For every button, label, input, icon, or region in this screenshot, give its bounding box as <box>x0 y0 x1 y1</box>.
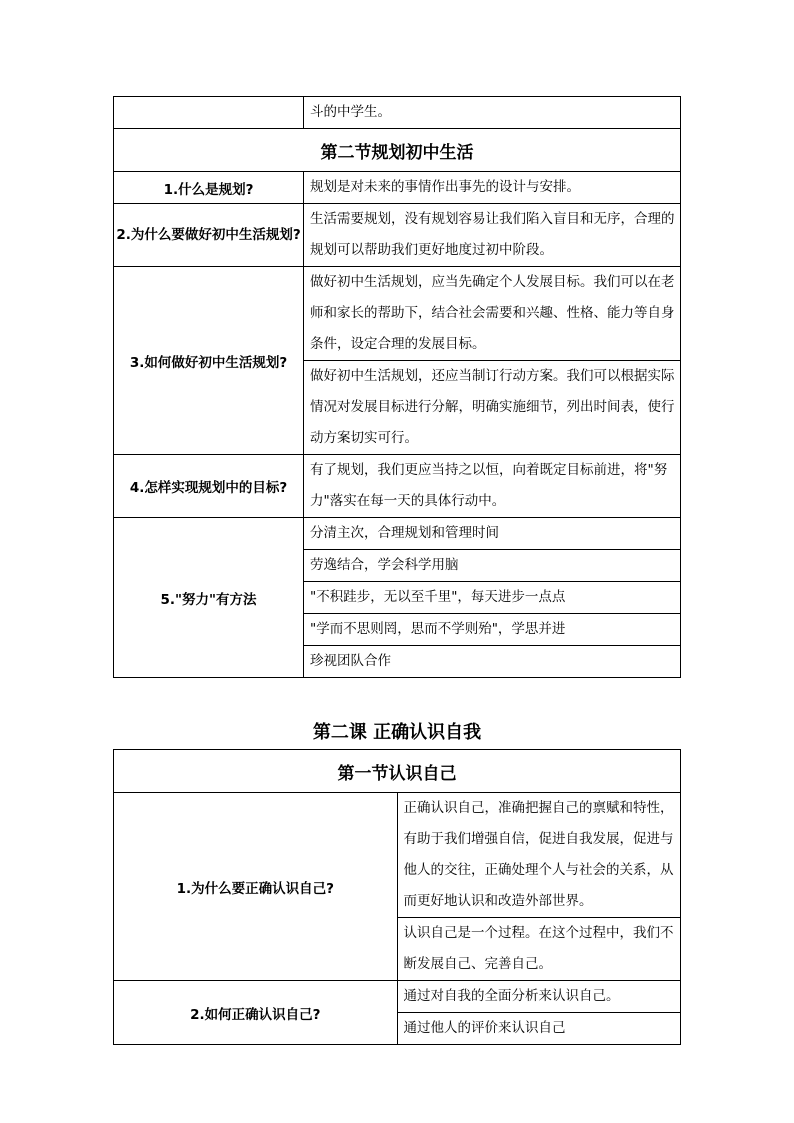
answer-cell: 通过对自我的全面分析来认识自己。 <box>397 981 681 1013</box>
question-cell: 1.什么是规划? <box>114 172 304 204</box>
answer-cell: 正确认识自己，准确把握自己的禀赋和特性，有助于我们增强自信，促进自我发展，促进与他人的交往，正确处理个人与社会的关系，从而更好地认识和改造外部世界。 <box>397 793 681 918</box>
answer-cell: 斗的中学生。 <box>304 97 681 129</box>
lesson2-section1-table <box>113 749 681 1045</box>
answer-cell: 劳逸结合，学会科学用脑 <box>304 550 681 582</box>
lesson-title: 第二课 正确认识自我 <box>312 722 482 743</box>
question-cell: 1.为什么要正确认识自己? <box>114 793 398 981</box>
answer-cell: 有了规划，我们更应当持之以恒，向着既定目标前进，将"努力"落实在每一天的具体行动中。 <box>304 455 681 518</box>
answer-cell: 做好初中生活规划，还应当制订行动方案。我们可以根据实际情况对发展目标进行分解，明确实施细节，列出时间表，使行动方案切实可行。 <box>304 361 681 455</box>
answer-cell: 做好初中生活规划，应当先确定个人发展目标。我们可以在老师和家长的帮助下，结合社会需要和兴趣、性格、能力等自身条件，设定合理的发展目标。 <box>304 267 681 361</box>
question-cell: 3.如何做好初中生活规划? <box>114 267 304 455</box>
empty-question-cell <box>114 97 304 129</box>
answer-cell: 生活需要规划，没有规划容易让我们陷入盲目和无序，合理的规划可以帮助我们更好地度过初中阶段。 <box>304 204 681 267</box>
section2-table <box>113 96 681 678</box>
answer-cell: 珍视团队合作 <box>304 646 681 678</box>
answer-cell: 认识自己是一个过程。在这个过程中，我们不断发展自己、完善自己。 <box>397 918 681 981</box>
answer-cell: 分清主次，合理规划和管理时间 <box>304 518 681 550</box>
answer-cell: "不积跬步，无以至千里"，每天进步一点点 <box>304 582 681 614</box>
answer-cell: "学而不思则罔，思而不学则殆"，学思并进 <box>304 614 681 646</box>
answer-cell: 通过他人的评价来认识自己 <box>397 1013 681 1045</box>
question-cell: 4.怎样实现规划中的目标? <box>114 455 304 518</box>
question-cell: 2.为什么要做好初中生活规划? <box>114 204 304 267</box>
answer-cell: 规划是对未来的事情作出事先的设计与安排。 <box>304 172 681 204</box>
question-cell: 5."努力"有方法 <box>114 518 304 678</box>
question-cell: 2.如何正确认识自己? <box>114 981 398 1045</box>
section-title: 第一节认识自己 <box>114 750 681 793</box>
section-title: 第二节规划初中生活 <box>114 129 681 172</box>
